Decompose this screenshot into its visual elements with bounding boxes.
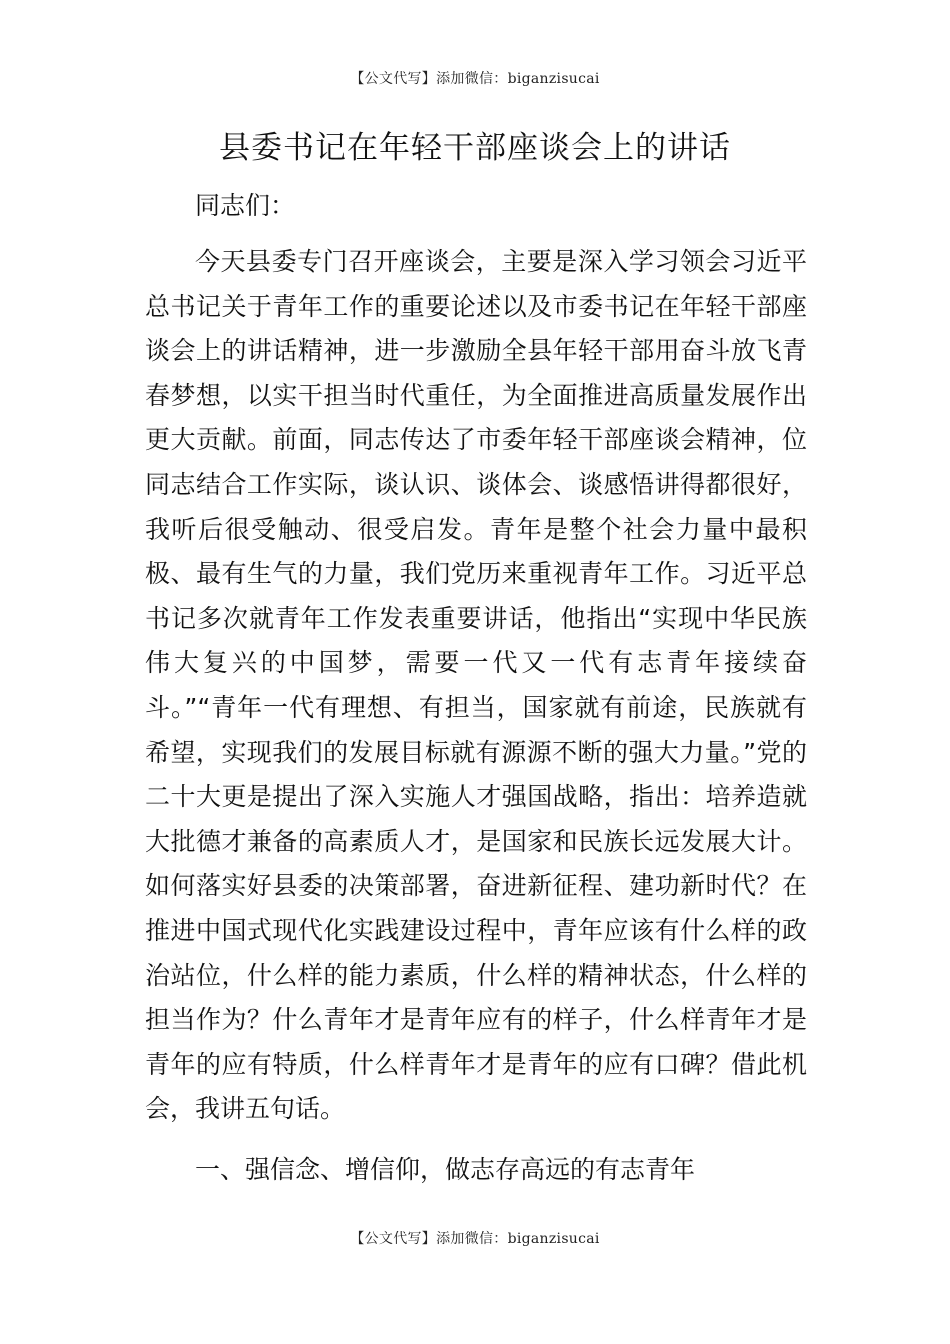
footer-watermark-note: 【公文代写】添加微信：biganzisucai xyxy=(350,1231,600,1247)
document-body xyxy=(145,186,807,1192)
salutation: 同志们： xyxy=(195,191,296,220)
section-heading: 一、强信念、增信仰，做志存高远的有志青年 xyxy=(195,1154,696,1184)
body-paragraph: 今天县委专门召开座谈会，主要是深入学习领会习近平总书记关于青年工作的重要论述以及市委书记在年轻干部座谈会上的讲话精神，进一步激励全县年轻干部用奋斗放飞青春梦想，以实干担当时代重任，为全面推进高质量发展作出更大贡献。前面，同志传达了市委年轻干部座谈会精神，位同志结合工作实际，谈认识、谈体会、谈感悟讲得都很好，我听后很受触动、很受启发。青年是整个社会力量中最积极、最有生气的力量，我们党历来重视青年工作。习近平总书记多次就青年工作发表重要讲话，他指出“实现中华民族伟大复兴的中国梦，需要一代又一代有志青年接续奋斗。”“青年一代有理想、有担当，国家就有前途，民族就有希望，实现我们的发展目标就有源源不断的强大力量。”党的二十大更是提出了深入实施人才强国战略，指出：培养造就大批德才兼备的高素质人才，是国家和民族长远发展大计。如何落实好县委的决策部署，奋进新征程、建功新时代？在推进中国式现代化实践建设过程中，青年应该有什么样的政治站位，什么样的能力素质，什么样的精神状态，什么样的担当作为？什么青年才是青年应有的样子，什么样青年才是青年的应有特质，什么样青年才是青年的应有口碑？借此机会，我讲五句话。 xyxy=(145,247,807,1124)
document-title: 县委书记在年轻干部座谈会上的讲话 xyxy=(219,130,731,166)
header-watermark-note: 【公文代写】添加微信：biganzisucai xyxy=(350,71,600,87)
